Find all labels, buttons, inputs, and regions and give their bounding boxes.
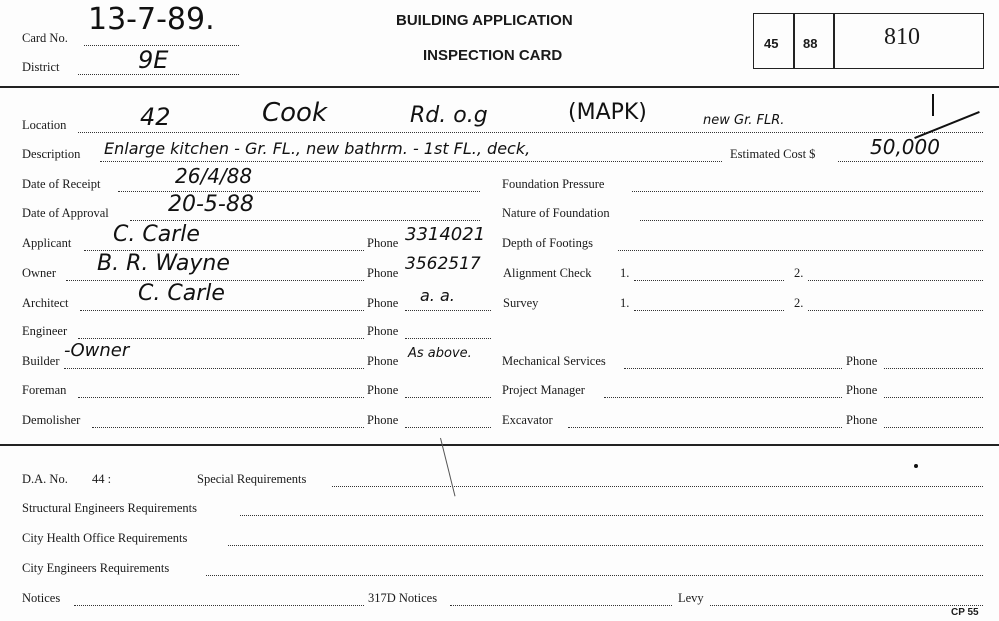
depth-of-footings-line [618, 250, 983, 251]
alignment-check-line-2 [808, 280, 983, 281]
location-value-number[interactable]: 42 [140, 103, 171, 131]
date-of-receipt-value[interactable]: 26/4/88 [175, 164, 253, 188]
survey-num-1: 1. [620, 296, 630, 310]
architect-phone-line [405, 310, 491, 311]
ink-dot [914, 464, 918, 468]
pen-stray-line [440, 438, 455, 496]
notices-317d-label: 317D Notices [368, 591, 438, 605]
levy-line [710, 605, 983, 606]
notices-line [74, 605, 364, 606]
engineer-label: Engineer [22, 324, 68, 338]
health-requirements-line [228, 545, 983, 546]
foundation-pressure-label: Foundation Pressure [502, 177, 605, 191]
project-manager-line [604, 397, 842, 398]
builder-value[interactable]: -Owner [64, 340, 130, 361]
special-requirements-line [332, 486, 983, 487]
project-manager-label: Project Manager [502, 383, 585, 397]
engineers-requirements-label: City Engineers Requirements [22, 561, 170, 575]
location-value-street[interactable]: Cook [262, 98, 328, 128]
reference-box-divider-2 [833, 13, 835, 69]
form-code: CP 55 [951, 607, 979, 618]
demolisher-line [92, 427, 364, 428]
special-requirements-label: Special Requirements [197, 472, 307, 486]
demolisher-phone-line [405, 427, 491, 428]
foreman-phone-label: Phone [367, 383, 399, 397]
builder-label: Builder [22, 354, 60, 368]
demolisher-label: Demolisher [22, 413, 81, 427]
foreman-label: Foreman [22, 383, 67, 397]
date-of-approval-value[interactable]: 20-5-88 [168, 192, 254, 217]
location-value-code[interactable]: (MAPK) [568, 100, 647, 125]
mechanical-services-line [624, 368, 842, 369]
estimated-cost-value[interactable]: 50,000 [870, 135, 940, 159]
survey-num-2: 2. [794, 296, 804, 310]
excavator-line [568, 427, 842, 428]
location-value-road[interactable]: Rd. o.g [410, 103, 488, 128]
survey-label: Survey [503, 296, 539, 310]
mechanical-services-phone-label: Phone [846, 354, 878, 368]
da-no-value[interactable]: 44 : [92, 472, 112, 486]
architect-phone-value[interactable]: a. a. [420, 286, 455, 305]
survey-line-1 [634, 310, 784, 311]
engineer-phone-label: Phone [367, 324, 399, 338]
reference-box [753, 13, 984, 69]
project-manager-phone-line [884, 397, 983, 398]
date-of-approval-line [130, 220, 480, 221]
builder-line [64, 368, 364, 369]
demolisher-phone-label: Phone [367, 413, 399, 427]
builder-phone-label: Phone [367, 354, 399, 368]
levy-label: Levy [678, 591, 704, 605]
location-value-floor[interactable]: new Gr. FLR. [703, 113, 785, 128]
engineer-phone-line [405, 338, 491, 339]
depth-of-footings-label: Depth of Footings [502, 236, 593, 250]
structural-requirements-line [240, 515, 983, 516]
owner-label: Owner [22, 266, 57, 280]
estimated-cost-label: Estimated Cost $ [730, 147, 816, 161]
excavator-label: Excavator [502, 413, 553, 427]
structural-requirements-label: Structural Engineers Requirements [22, 501, 197, 515]
applicant-phone-value[interactable]: 3314021 [405, 224, 486, 245]
engineer-line [78, 338, 364, 339]
card-no-label: Card No. [22, 31, 68, 45]
excavator-phone-line [884, 427, 983, 428]
architect-label: Architect [22, 296, 69, 310]
alignment-check-label: Alignment Check [503, 266, 592, 280]
applicant-value[interactable]: C. Carle [113, 222, 200, 247]
district-label: District [22, 60, 60, 74]
header-rule [0, 86, 999, 88]
alignment-check-line-1 [634, 280, 784, 281]
date-of-receipt-label: Date of Receipt [22, 177, 101, 191]
owner-phone-value[interactable]: 3562517 [405, 254, 481, 274]
builder-phone-value[interactable]: As above. [408, 346, 472, 361]
location-label: Location [22, 118, 67, 132]
description-label: Description [22, 147, 81, 161]
description-line [100, 161, 722, 162]
owner-phone-label: Phone [367, 266, 399, 280]
foreman-line [78, 397, 364, 398]
reference-box-divider-1 [793, 13, 795, 69]
foundation-pressure-line [632, 191, 983, 192]
applicant-label: Applicant [22, 236, 72, 250]
section-rule [0, 444, 999, 446]
owner-value[interactable]: B. R. Wayne [97, 251, 230, 276]
da-no-label: D.A. No. [22, 472, 68, 486]
mechanical-services-phone-line [884, 368, 983, 369]
foreman-phone-line [405, 397, 491, 398]
excavator-phone-label: Phone [846, 413, 878, 427]
notices-317d-line [450, 605, 672, 606]
health-requirements-label: City Health Office Requirements [22, 531, 188, 545]
district-value[interactable]: 9E [138, 46, 169, 74]
notices-label: Notices [22, 591, 61, 605]
reference-box-3[interactable]: 810 [884, 24, 920, 50]
nature-of-foundation-label: Nature of Foundation [502, 206, 610, 220]
survey-line-2 [808, 310, 983, 311]
card-no-value[interactable]: 13-7-89. [88, 2, 215, 37]
form-title-line2: INSPECTION CARD [423, 47, 563, 64]
description-value[interactable]: Enlarge kitchen - Gr. FL., new bathrm. - 1st FL., deck, [104, 139, 531, 158]
location-line [78, 132, 983, 133]
alignment-check-num-1: 1. [620, 266, 630, 280]
estimated-cost-line [838, 161, 983, 162]
pen-mark-tick [932, 94, 934, 116]
mechanical-services-label: Mechanical Services [502, 354, 606, 368]
date-of-approval-label: Date of Approval [22, 206, 109, 220]
district-line [78, 74, 239, 75]
architect-value[interactable]: C. Carle [138, 281, 225, 306]
reference-box-2[interactable]: 88 [803, 36, 818, 51]
form-title-line1: BUILDING APPLICATION [396, 12, 573, 29]
nature-of-foundation-line [640, 220, 983, 221]
alignment-check-num-2: 2. [794, 266, 804, 280]
engineers-requirements-line [206, 575, 983, 576]
architect-phone-label: Phone [367, 296, 399, 310]
reference-box-1[interactable]: 45 [764, 36, 779, 51]
project-manager-phone-label: Phone [846, 383, 878, 397]
architect-line [80, 310, 364, 311]
applicant-phone-label: Phone [367, 236, 399, 250]
